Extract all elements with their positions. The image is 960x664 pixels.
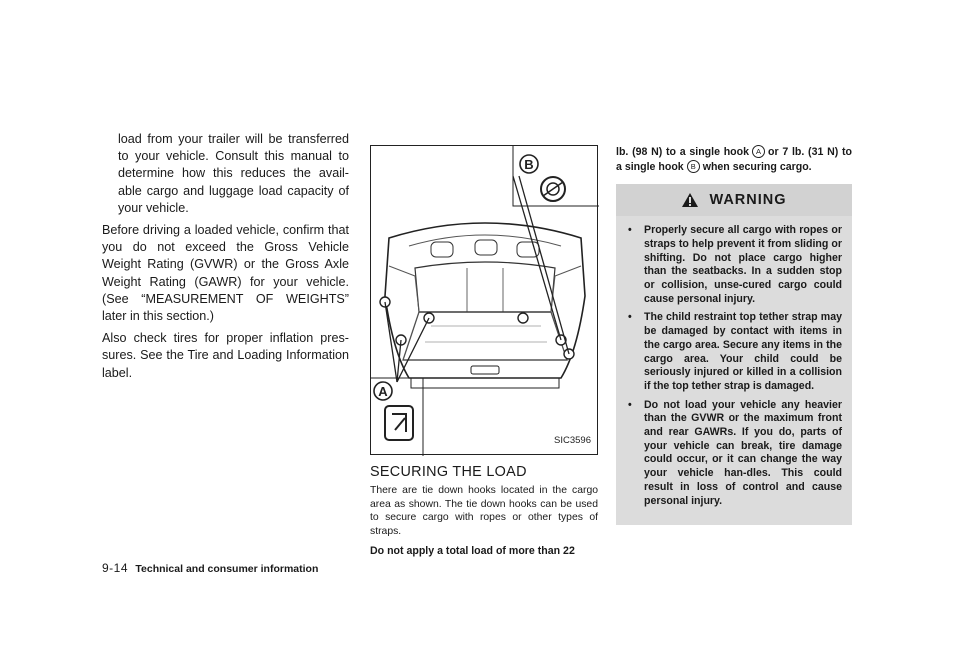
cargo-hooks-illustration	[371, 146, 599, 456]
figure-code: SIC3596	[554, 434, 591, 446]
callout-b-letter: B	[524, 157, 534, 172]
page-number: 9-14	[102, 561, 129, 575]
middle-column	[370, 145, 598, 558]
right-column	[616, 145, 852, 525]
footer-section-title: Technical and consumer information	[135, 563, 319, 575]
callout-a-letter: A	[378, 384, 388, 399]
section-body: There are tie down hooks located in the cargo area as shown. The tie down hooks can be used to secure cargo with ropes or other types of straps.	[370, 485, 598, 537]
warning-triangle-icon	[681, 192, 699, 208]
hook-b-symbol: B	[687, 160, 700, 173]
load-limit-text: Do not apply a total load of more than 22	[370, 544, 575, 557]
section-heading: SECURING THE LOAD	[370, 464, 527, 480]
warning-list	[616, 224, 852, 508]
paragraph-tires: Also check tires for proper inflation pres-sures. See the Tire and Loading Information label.	[102, 331, 349, 380]
warning-item: • Properly secure all cargo with ropes or straps to help prevent it from sliding or shifting. Do not place cargo higher than the seatbacks. In a sudden stop or collision, unse-cured cargo could cause personal injury.	[628, 224, 842, 305]
warning-item: • The child restraint top tether strap may be damaged by contact with items in the cargo area. Secure any items in the cargo area. Your child could be seriously injured or killed in a collision if the top tether strap is damaged.	[628, 311, 842, 392]
load-limit-continued: lb. (98 N) to a single hook A or 7 lb. (31 N) to a single hook B when securing cargo.	[616, 146, 852, 173]
page-footer	[102, 561, 318, 575]
paragraph-trailer-load: load from your trailer will be transferred to your vehicle. Consult this manual to determine how this reduces the avail-able cargo and luggage load capacity of your vehicle.	[118, 132, 349, 215]
paragraph-gvwr: Before driving a loaded vehicle, confirm that you do not exceed the Gross Vehicle Weight Rating (GVWR) or the Gross Axle Weight Rating (GAWR) for your vehicle. (See “MEASUREMENT OF WEIGHTS” later in this section.)	[102, 223, 349, 324]
warning-item: • Do not load your vehicle any heavier than the GVWR or the maximum front and rear GAWRs. If you do, parts of your vehicle can break, tire damage could occur, or it can change the way your vehicle han-dles. This could result in loss of control and cause personal injury.	[628, 398, 842, 507]
hook-a-symbol: A	[752, 145, 765, 158]
hook-b-closeup	[541, 177, 565, 201]
warning-title: WARNING	[709, 191, 787, 208]
warning-box	[616, 184, 852, 525]
hook-markers	[380, 297, 574, 359]
callout-a-badge	[374, 382, 392, 400]
warning-header	[616, 184, 852, 216]
callout-b-badge	[520, 155, 538, 173]
hook-a-closeup	[385, 406, 413, 440]
left-column	[102, 131, 349, 387]
cargo-area-figure	[370, 145, 598, 455]
